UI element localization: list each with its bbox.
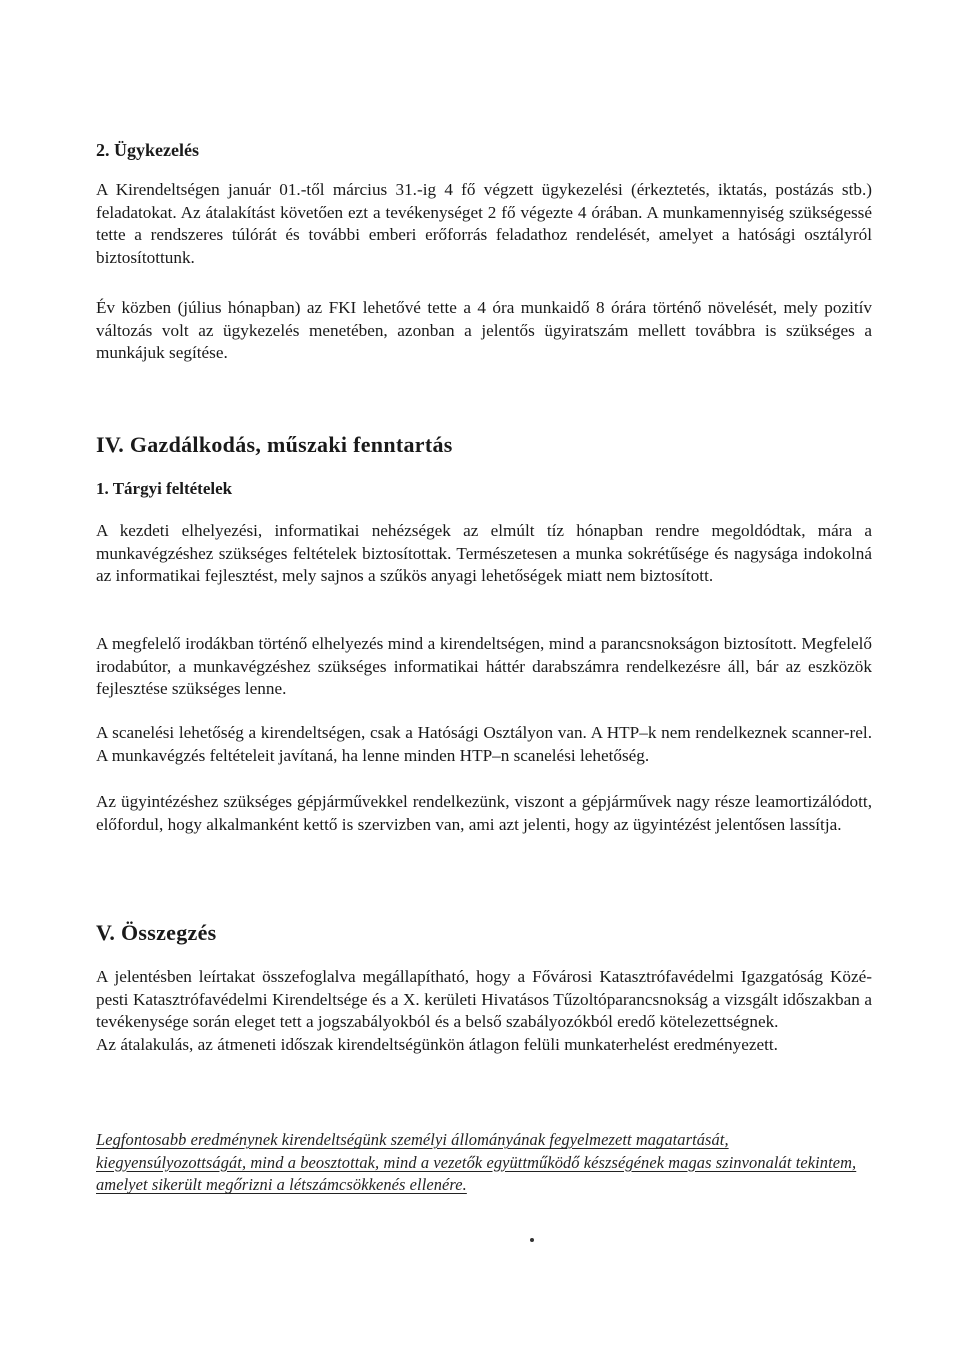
ugykezeles-paragraph-2-block (96, 297, 872, 365)
section-v (96, 920, 872, 946)
v-paragraph-1-block (96, 966, 872, 1056)
stray-mark (530, 1238, 534, 1242)
iv-paragraph-3-block (96, 722, 872, 767)
iv-paragraph-1-block (96, 520, 872, 588)
iv-paragraph-4-block (96, 791, 872, 836)
iv-paragraph-2: A megfelelő irodákban történő elhelyezés mind a kirendeltségen, mind a parancsnokságon biztosított. Megfelelő irodabútor, a munkavégzéshez szükséges informatikai háttér darabszámra rendelkezésre áll, bár az eszközök fejlesztése szükséges lenne. (96, 634, 872, 699)
section-heading-iv: IV. Gazdálkodás, műszaki fenntartás (96, 432, 453, 457)
closing-statement: Legfontosabb eredménynek kirendeltségünk személyi állományának fegyelmezett magatartását, kiegyensúlyozottságát, mind a beosztottak, mind a vezetők együttműködő készségének magas szinvonalát tekintem, amelyet sikerült megőrizni a létszámcsökkenés ellenére. (96, 1130, 857, 1195)
section-ugykezeles (96, 140, 872, 161)
section-heading-v: V. Összegzés (96, 920, 217, 945)
ugykezeles-paragraph-1-block (96, 179, 872, 269)
subheading-targyi-feltetelek: 1. Tárgyi feltételek (96, 479, 233, 498)
subsection-targyi-feltetelek (96, 479, 872, 499)
iv-paragraph-3: A scanelési lehetőség a kirendeltségen, csak a Hatósági Osztályon van. A HTP–k nem rendelkeznek scanner-rel. A munkavégzés feltételeit javítaná, ha lenne minden HTP–n scanelési lehetőség. (96, 723, 872, 765)
ugykezeles-paragraph-2: Év közben (július hónapban) az FKI lehetővé tette a 4 óra munkaidő 8 órára történő növelését, mely pozitív változás volt az ügykezelés menetében, azonban a jelentős ügyiratszám mellett továbbra is szükséges a munkájuk segítése. (96, 298, 872, 363)
ugykezeles-paragraph-1: A Kirendeltségen január 01.-től március 31.-ig 4 fő végzett ügykezelési (érkeztetés, iktatás, postázás stb.) feladatokat. Az átalakítást követően ezt a tevékenységet 2 fő végezte 4 órában. A munkamennyiség szükségessé tette a rendszeres túlórát és további emberi erőforrás feladathoz rendelését, amelyet a hatósági osztályról biztosítottunk. (96, 180, 872, 267)
section-heading-ugykezeles: 2. Ügykezelés (96, 140, 199, 160)
iv-paragraph-1: A kezdeti elhelyezési, informatikai nehézségek az elmúlt tíz hónapban rendre megoldódtak, mára a munkavégzéshez szükséges feltételek biztosítottak. Természetesen a munka sokrétűsége és nagysága indokolná az informatikai fejlesztést, mely sajnos a szűkös anyagi lehetőségek miatt nem biztosított. (96, 521, 872, 586)
v-paragraph-second: Az átalakulás, az átmeneti időszak kirendeltségünkön átlagon felüli munkaterhelést eredményezett. (96, 1034, 778, 1054)
closing-statement-block (96, 1129, 872, 1197)
iv-paragraph-2-block (96, 633, 872, 701)
iv-paragraph-4: Az ügyintézéshez szükséges gépjárművekkel rendelkezünk, viszont a gépjárművek nagy része leamortizálódott, előfordul, hogy alkalmanként kettő is szervizben van, ami azt jelenti, hogy az ügyintézést jelentősen lassítja. (96, 792, 872, 834)
v-paragraph-main: A jelentésben leírtakat összefoglalva megállapítható, hogy a Fővárosi Katasztrófavédelmi Igazgatóság Közé-pesti Katasztrófavédelmi Kirendeltsége és a X. kerületi Hivatásos Tűzoltóparancsnokság a vizsgált időszakban a tevékenysége során eleget tett a jogszabályokból és a belső szabályozókból eredő kötelezettségnek. (96, 967, 872, 1032)
section-iv (96, 432, 872, 458)
